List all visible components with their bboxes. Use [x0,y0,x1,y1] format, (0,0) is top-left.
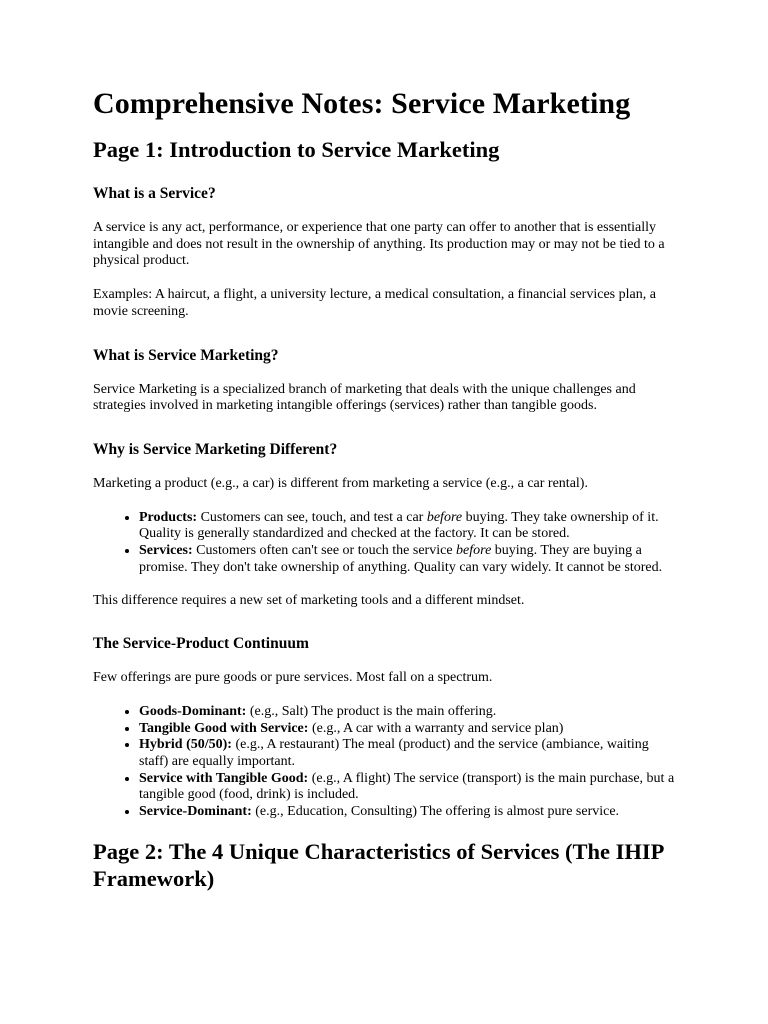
list-item-label: Hybrid (50/50): [139,737,232,753]
service-definition: A service is any act, performance, or experience that one party can offer to another that is essentially intangible and does not result in the ownership of anything. Its production may or may not be tied to a physical product. [93,220,665,269]
products-vs-services-list [93,510,676,577]
list-item-tangible-good-with-service [139,721,676,738]
list-item-text: (e.g., Salt) The product is the main offering. [246,703,497,719]
list-item-service-dominant [139,804,676,821]
list-item-text: (e.g., A restaurant) The meal (product) and the service (ambiance, waiting staff) are equally important. [139,737,649,769]
why-different-heading: Why is Service Marketing Different? [93,440,338,458]
page1-heading: Page 1: Introduction to Service Marketing [93,137,500,162]
list-item-label: Services: [139,543,193,559]
difference-conclusion: This difference requires a new set of marketing tools and a different mindset. [93,593,525,609]
service-examples: Examples: A haircut, a flight, a university lecture, a medical consultation, a financial services plan, a movie screening. [93,287,656,319]
document-title: Comprehensive Notes: Service Marketing [93,87,631,120]
list-item-text: Customers often can't see or touch the service [192,543,457,559]
list-item-emphasis: before [456,543,492,559]
list-item-label: Service-Dominant: [139,804,252,820]
list-item-label: Tangible Good with Service: [139,720,309,736]
list-item-text: (e.g., A flight) The service (transport) is the main purchase, but a tangible good (food, drink) is included. [139,770,675,803]
list-item-products [139,510,676,543]
continuum-heading: The Service-Product Continuum [93,635,309,653]
list-item-goods-dominant [139,704,676,721]
list-item-text: buying. They are buying a promise. They don't take ownership of anything. Quality can vary widely. It cannot be stored. [139,543,663,575]
list-item-text: (e.g., Education, Consulting) The offering is almost pure service. [251,804,620,820]
list-item-text: buying. They take ownership of it. Quality is generally standardized and checked at the factory. It can be stored. [139,509,659,542]
service-marketing-definition: Service Marketing is a specialized branch of marketing that deals with the unique challenges and strategies involved in marketing intangible offerings (services) rather than tangible goods. [93,381,636,414]
list-item-text: Customers can see, touch, and test a car [197,509,427,525]
list-item-hybrid [139,737,676,770]
page2-heading: Page 2: The 4 Unique Characteristics of Services (The IHIP Framework) [93,838,664,891]
list-item-emphasis: before [426,509,463,525]
list-item-label: Goods-Dominant: [139,703,247,719]
why-different-intro: Marketing a product (e.g., a car) is different from marketing a service (e.g., a car rental). [93,475,588,491]
list-item-label: Products: [139,509,198,525]
list-item-service-with-tangible-good [139,771,676,804]
what-is-service-marketing-heading: What is Service Marketing? [93,346,279,364]
continuum-intro: Few offerings are pure goods or pure services. Most fall on a spectrum. [93,670,493,686]
what-is-service-heading: What is a Service? [93,185,216,202]
list-item-label: Service with Tangible Good: [139,770,309,786]
continuum-list [93,704,676,821]
list-item-services [139,543,676,576]
list-item-text: (e.g., A car with a warranty and service plan) [308,720,564,736]
